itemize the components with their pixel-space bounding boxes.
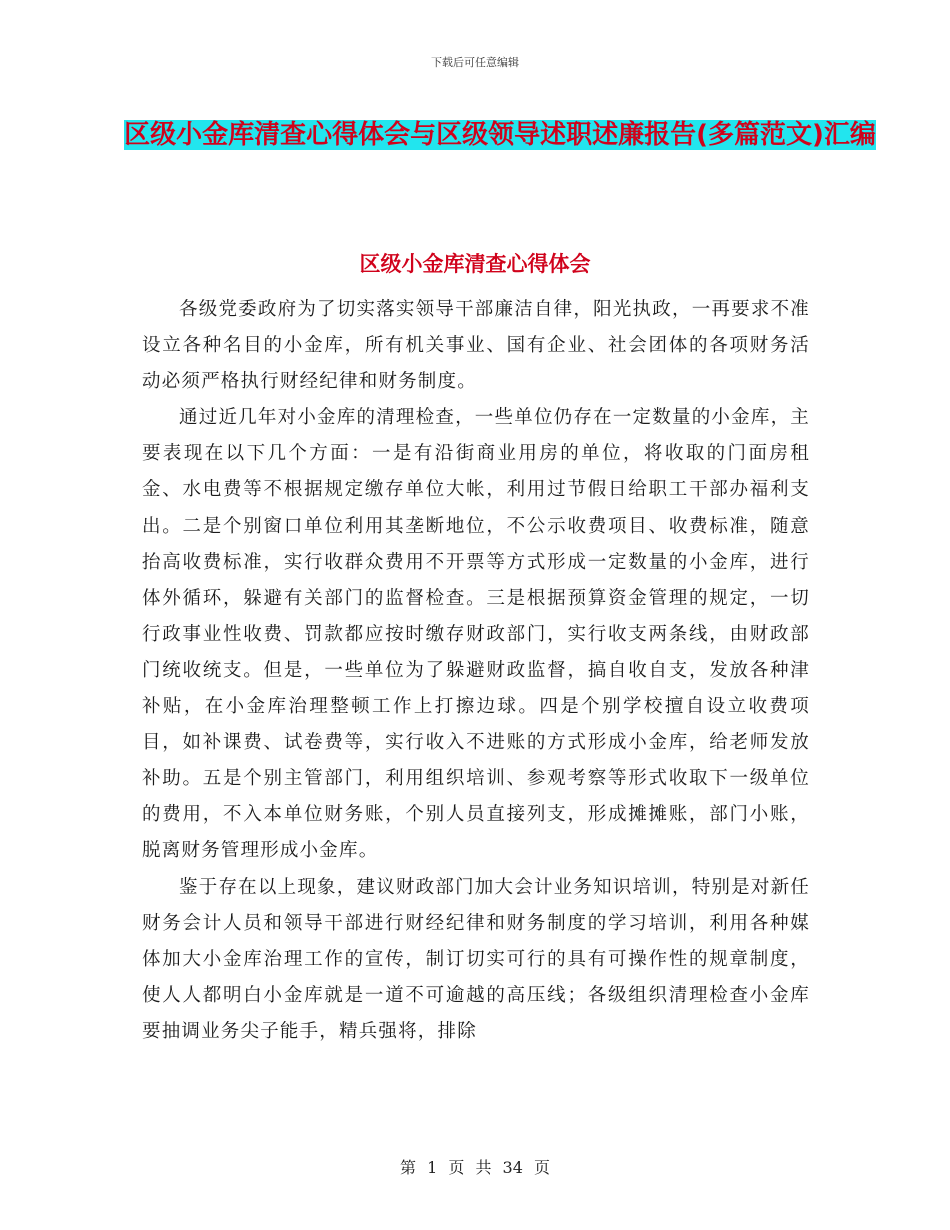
header-note: 下载后可任意编辑 [431, 56, 519, 69]
body-text [142, 292, 810, 1050]
page-number: 第 1 页 共 34 页 [400, 1158, 550, 1177]
document-title [120, 110, 880, 160]
paragraph: 鉴于存在以上现象，建议财政部门加大会计业务知识培训，特别是对新任财务会计人员和领导干部进行财经纪律和财务制度的学习培训，利用各种媒体加大小金库治理工作的宣传，制订切实可行的具有可操作性的规章制度，使人人都明白小金库就是一道不可逾越的高压线；各级组织清理检查小金库要抽调业务尖子能手，精兵强将，排除 [142, 876, 810, 1042]
section-title: 区级小金库清查心得体会 [359, 252, 591, 276]
paragraph: 各级党委政府为了切实落实领导干部廉洁自律，阳光执政，一再要求不准设立各种名目的小金库，所有机关事业、国有企业、社会团体的各项财务活动必须严格执行财经纪律和财务制度。 [142, 299, 810, 393]
document-title-text: 区级小金库清查心得体会与区级领导述职述廉报告(多篇范文)汇编 [124, 120, 876, 150]
paragraph: 通过近几年对小金库的清理检查，一些单位仍存在一定数量的小金库，主要表现在以下几个方面：一是有沿街商业用房的单位，将收取的门面房租金、水电费等不根据规定缴存单位大帐，利用过节假日给职工干部办福利支出。二是个别窗口单位利用其垄断地位，不公示收费项目、收费标准，随意抬高收费标准，实行收群众费用不开票等方式形成一定数量的小金库，进行体外循环，躲避有关部门的监督检查。三是根据预算资金管理的规定，一切行政事业性收费、罚款都应按时缴存财政部门，实行收支两条线，由财政部门统收统支。但是，一些单位为了躲避财政监督，搞自收自支，发放各种津补贴，在小金库治理整顿工作上打擦边球。四是个别学校擅自设立收费项目，如补课费、试卷费等，实行收入不进账的方式形成小金库，给老师发放补助。五是个别主管部门，利用组织培训、参观考察等形式收取下一级单位的费用，不入本单位财务账，个别人员直接列支，形成摊摊账，部门小账，脱离财务管理形成小金库。 [142, 407, 810, 862]
